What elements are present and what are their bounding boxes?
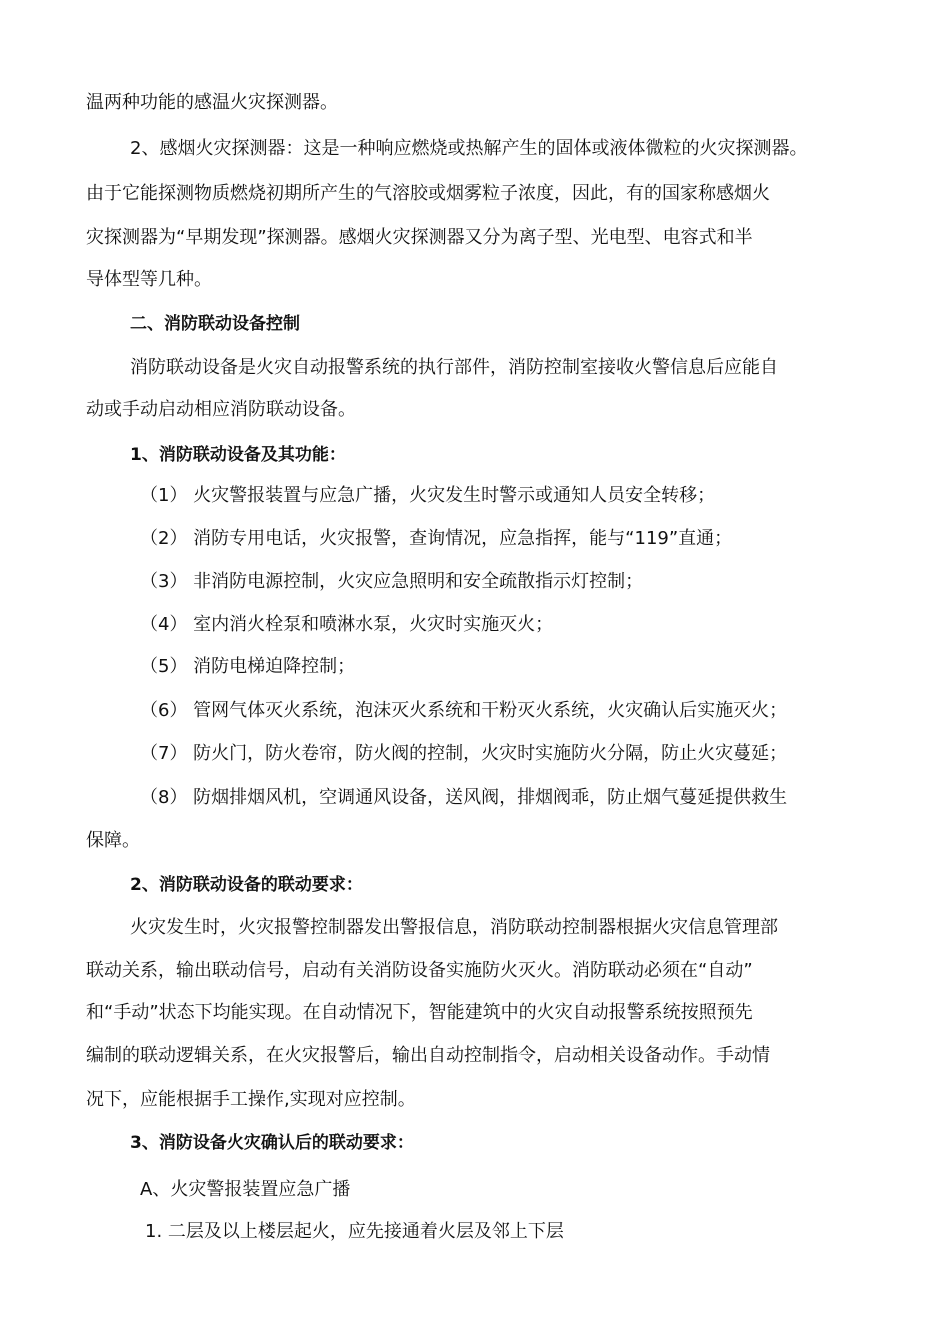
subsection-heading: 2、消防联动设备的联动要求： (130, 875, 363, 895)
body-text-line: 和“手动”状态下均能实现。在自动情况下，智能建筑中的火灾自动报警系统按照预先 (86, 1002, 753, 1023)
subsection-heading: 1、消防联动设备及其功能： (130, 445, 346, 465)
body-text-line: 火灾发生时，火灾报警控制器发出警报信息，消防联动控制器根据火灾信息管理部 (130, 917, 778, 938)
list-item: （6） 管网气体灭火系统，泡沫灭火系统和干粉灭火系统，火灾确认后实施灭火； (140, 700, 788, 721)
body-text-line: A、火灾警报装置应急广播 (140, 1179, 351, 1200)
list-item: （3） 非消防电源控制，火灾应急照明和安全疏散指示灯控制； (140, 571, 644, 592)
list-item: （5） 消防电梯迫降控制； (140, 656, 356, 677)
body-text-line: 2、感烟火灾探测器：这是一种响应燃烧或热解产生的固体或液体微粒的火灾探测器。 (130, 138, 808, 159)
body-text-line: 消防联动设备是火灾自动报警系统的执行部件，消防控制室接收火警信息后应能自 (130, 357, 778, 378)
body-text-line: 况下，应能根据手工操作,实现对应控制。 (86, 1089, 416, 1110)
body-text-line: 保障。 (86, 830, 140, 851)
list-item: （8） 防烟排烟风机，空调通风设备，送风阀，排烟阀乖，防止烟气蔓延提供救生 (140, 787, 788, 808)
list-item: （7） 防火门，防火卷帘，防火阀的控制，火灾时实施防火分隔，防止火灾蔓延； (140, 743, 788, 764)
body-text-line: 温两种功能的感温火灾探测器。 (86, 92, 338, 113)
body-text-line: 编制的联动逻辑关系，在火灾报警后，输出自动控制指令，启动相关设备动作。手动情 (86, 1045, 770, 1066)
subsection-heading: 3、消防设备火灾确认后的联动要求： (130, 1133, 414, 1153)
body-text-line: 灾探测器为“早期发现”探测器。感烟火灾探测器又分为离子型、光电型、电容式和半 (86, 227, 753, 248)
body-text-line: 联动关系，输出联动信号，启动有关消防设备实施防火灭火。消防联动必须在“自动” (86, 960, 753, 981)
body-text-line: 动或手动启动相应消防联动设备。 (86, 399, 356, 420)
list-item: （2） 消防专用电话，火灾报警，查询情况，应急指挥，能与“119”直通； (140, 528, 733, 549)
section-heading: 二、消防联动设备控制 (130, 314, 300, 334)
body-text-line: 导体型等几种。 (86, 269, 212, 290)
list-item: （4） 室内消火栓泵和喷淋水泵，火灾时实施灭火； (140, 614, 554, 635)
list-item: （1） 火灾警报装置与应急广播，火灾发生时警示或通知人员安全转移； (140, 485, 716, 506)
body-text-line: 1. 二层及以上楼层起火，应先接通着火层及邻上下层 (145, 1221, 564, 1242)
body-text-line: 由于它能探测物质燃烧初期所产生的气溶胶或烟雾粒子浓度，因此，有的国家称感烟火 (86, 183, 770, 204)
